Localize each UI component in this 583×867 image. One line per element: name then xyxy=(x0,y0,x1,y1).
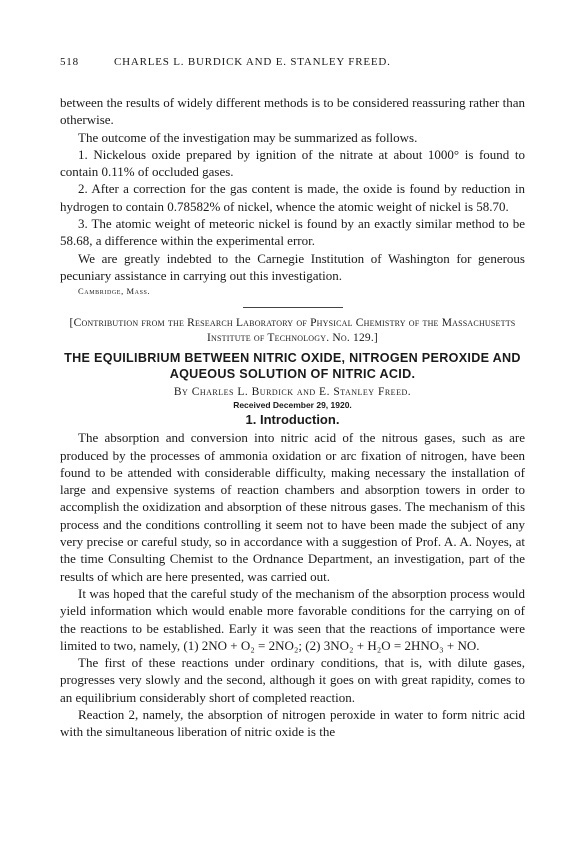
article-body xyxy=(60,429,525,740)
summary-item-1: 1. Nickelous oxide prepared by ignition of the nitrate at about 1000° is found to contain 0.11% of occluded gases. xyxy=(60,146,525,180)
received-date: Received December 29, 1920. xyxy=(233,400,352,411)
previous-article-conclusion xyxy=(60,94,525,284)
article-title: THE EQUILIBRIUM BETWEEN NITRIC OXIDE, NITROGEN PEROXIDE AND AQUEOUS SOLUTION OF NITRIC ACID. xyxy=(64,351,521,382)
paragraph: It was hoped that the careful study of the mechanism of the absorption process would yield information which would enable more favorable conditions for the carrying on of the reactions to be established. Early it was seen that the reactions of importance were limited to two, namely, (1) 2NO + O₂ = 2NO₂; (2) 3NO₂ + H₂O = 2HNO₃ + NO. xyxy=(60,585,525,653)
page-number: 518 xyxy=(60,56,79,68)
summary-item-2: 2. After a correction for the gas content is made, the oxide is found by reduction in hydrogen to contain 0.78582% of nickel, whence the atomic weight of nickel is 58.70. xyxy=(60,181,525,214)
journal-page xyxy=(60,56,525,741)
article-authors: By Charles L. Burdick and E. Stanley Freed. xyxy=(173,386,412,399)
paragraph: between the results of widely different methods is to be considered reassuring rather than otherwise. xyxy=(60,95,525,128)
location-line: Cambridge, Mass. xyxy=(78,286,151,297)
section-heading: 1. Introduction. xyxy=(245,412,340,428)
paragraph: Reaction 2, namely, the absorption of nitrogen peroxide in water to form nitric acid with the simultaneous liberation of nitric oxide is the xyxy=(60,707,525,740)
paragraph: The outcome of the investigation may be summarized as follows. xyxy=(78,129,418,145)
section-divider xyxy=(243,307,343,308)
running-header xyxy=(60,56,525,72)
paragraph: The first of these reactions under ordinary conditions, that is, with dilute gases, progresses very slowly and the second, although it goes on with great rapidity, comes to an equilibrium considerably short of completed reaction. xyxy=(60,655,525,705)
summary-item-3: 3. The atomic weight of meteoric nickel is found by an exactly similar method to be 58.68, a difference within the experimental error. xyxy=(60,216,525,249)
acknowledgement: We are greatly indebted to the Carnegie Institution of Washington for generous pecuniary assistance in carrying out this investigation. xyxy=(60,250,525,283)
paragraph: The absorption and conversion into nitric acid of the nitrous gases, such as are produced by the processes of ammonia oxidation or arc fixation of nitrogen, have been found to be attended with considerable difficulty, making necessary the installation of large and expensive systems of reaction chambers and absorption towers in order to accomplish the oxidization and absorption of these nitrous gases. The mechanism of this process and the conditions controlling it seem not to have been made the subject of any very precise or careful study, so in accordance with a suggestion of Prof. A. A. Noyes, at the time Consulting Chemist to the Ordnance Department, an investigation, part of the results of which are here presented, was carried out. xyxy=(60,430,525,584)
contribution-note: [Contribution from the Research Laboratory of Physical Chemistry of the Massachusetts Institute of Technology. No. 129.] xyxy=(69,317,516,345)
running-title: CHARLES L. BURDICK AND E. STANLEY FREED. xyxy=(114,56,391,68)
